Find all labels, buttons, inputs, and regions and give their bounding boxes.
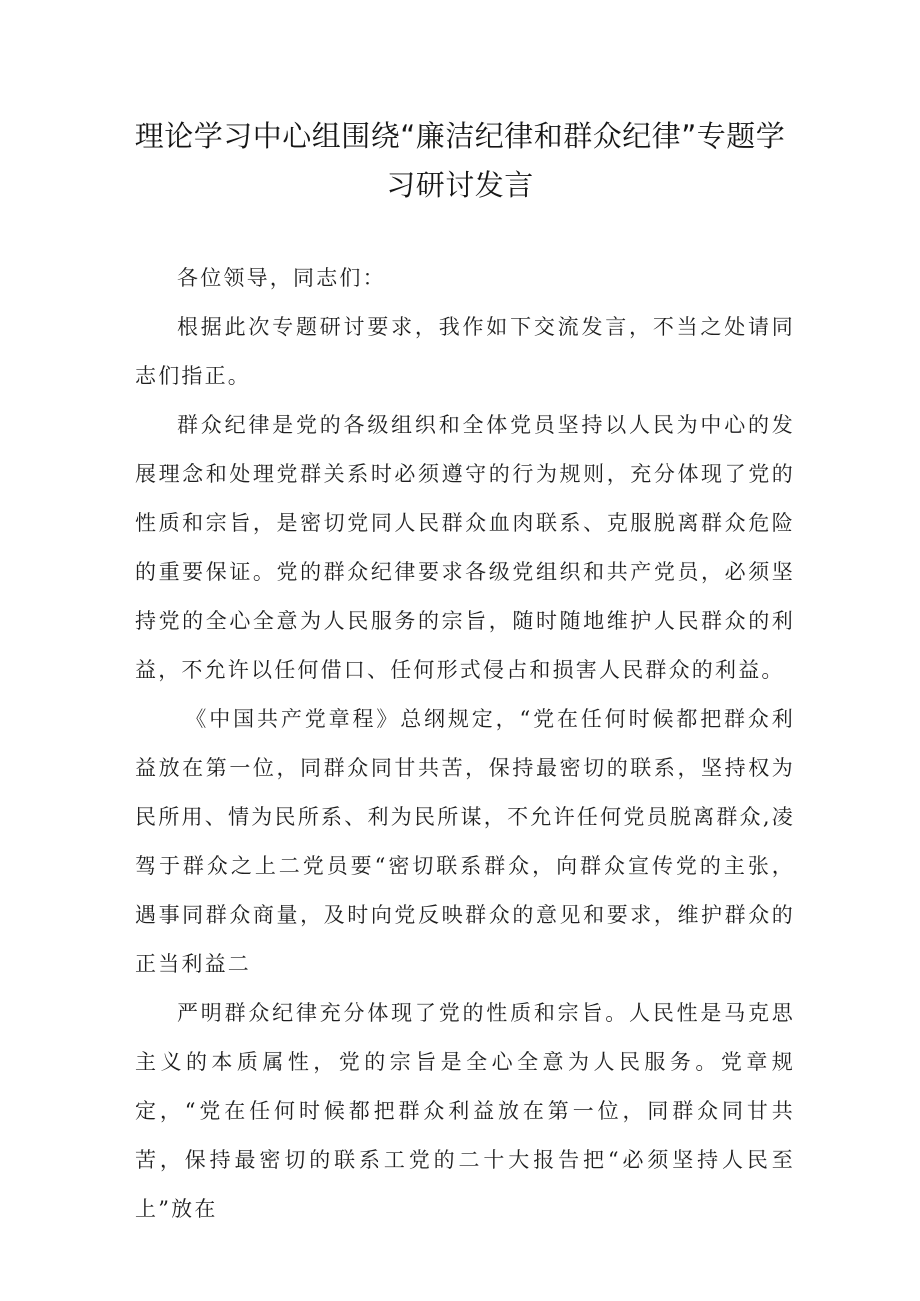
body-paragraph: 严明群众纪律充分体现了党的性质和宗旨。人民性是马克思主义的本质属性，党的宗旨是全心全意为人民服务。党章规定，“党在任何时候都把群众利益放在第一位，同群众同甘共苦，保持最密切的联系工党的二十大报告把“必须坚持人民至上”放在 <box>135 1001 795 1221</box>
salutation-paragraph: 各位领导，同志们： <box>177 266 386 290</box>
body-paragraph: 群众纪律是党的各级组织和全体党员坚持以人民为中心的发展理念和处理党群关系时必须遵守的行为规则，充分体现了党的性质和宗旨，是密切党同人民群众血肉联系、克服脱离群众危险的重要保证。党的群众纪律要求各级党组织和共产党员，必须坚持党的全心全意为人民服务的宗旨，随时随地维护人民群众的利益，不允许以任何借口、任何形式侵占和损害人民群众的利益。 <box>135 413 795 682</box>
document-title: 理论学习中心组围绕“廉洁纪律和群众纪律”专题学习研讨发言 <box>134 119 786 202</box>
body-paragraph: 《中国共产党章程》总纲规定，“党在任何时候都把群众利益放在第一位，同群众同甘共苦，保持最密切的联系，坚持权为民所用、情为民所系、利为民所谋，不允许任何党员脱离群众,凌驾于群众之上二党员要“密切联系群众，向群众宣传党的主张，遇事同群众商量，及时向党反映群众的意见和要求，维护群众的正当利益二 <box>135 707 795 976</box>
intro-paragraph: 根据此次专题研讨要求，我作如下交流发言，不当之处请同志们指正。 <box>135 315 795 388</box>
document-body <box>135 254 795 1234</box>
